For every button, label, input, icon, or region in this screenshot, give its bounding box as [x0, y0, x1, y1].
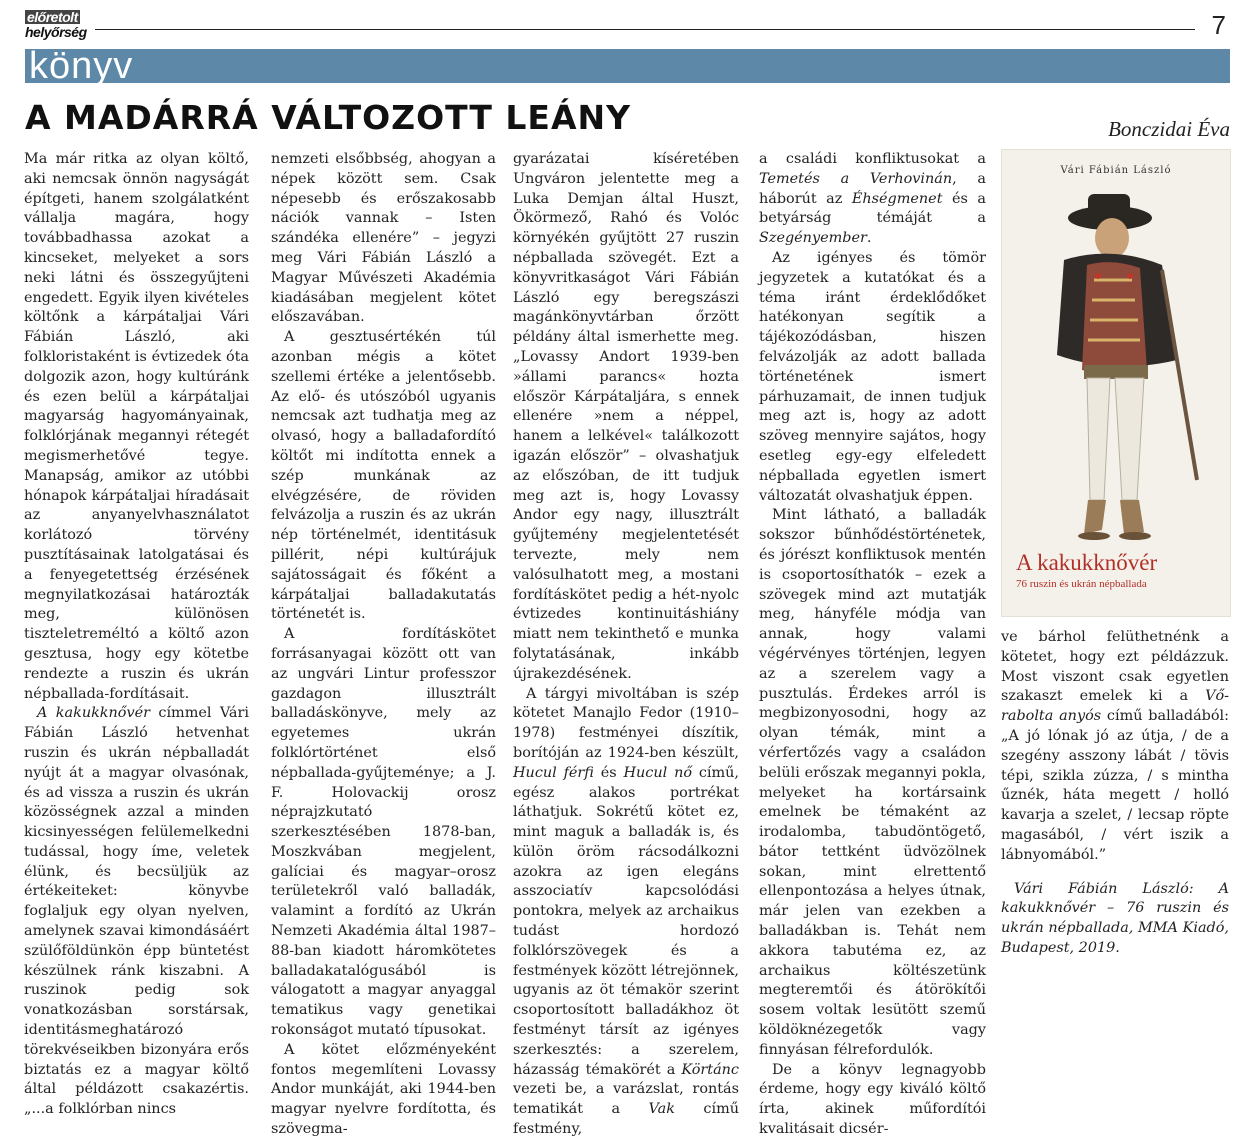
paragraph: [1001, 628, 1229, 866]
text-column-3: [513, 150, 739, 1140]
paragraph-text: és: [593, 764, 624, 781]
paragraph-text: című, egész alakos portrékat láthatjuk. Sokrétű kötet ez, mint maguk a balladák is, és külön öröm rácsodálkozni azokra az igen elegáns asszociatív kapcsolódási pontokra, melyek az archaikus tudást hordozó folklórszövegek és a festmények között létrejönnek, ugyanis az öt témakör szerint csoportosított balladákhoz öt festményt társít az igényes szerkesztés: a szerelem, házasság témakörét a: [513, 764, 739, 1078]
paragraph-text: című festmény,: [513, 1101, 739, 1138]
paragraph: Az igényes és tömör jegyzetek a kutatókat és a téma iránt érdeklődőket hatékonyan segítik a tájékozódásban, hiszen felvázolják az adott ballada történetének ismert párhuzamait, de innen tudjuk meg azt is, hogy az adott szöveg mennyire sajátos, hogy esetleg egy-egy elfeledett népballada egyetlen ismert változatát olvashatjuk éppen.: [759, 249, 986, 504]
painting-title: Temetés a Verhovinán: [759, 170, 953, 187]
section-label: könyv: [29, 45, 134, 87]
paragraph: A kötet előzményeként fontos megemlíteni Lovassy Andor munkáját, aki 1944-ben magyar nyelvre fordította, és szövegma-: [271, 1041, 496, 1138]
article-author: Bonczidai Éva: [1108, 117, 1230, 141]
paragraph: A fordításkötet forrásanyagai között ott van az ungvári Lintur professzor gazdagon illusztrált balladáskönyve, mely az egyetemes ukrán folklórtörténet első népballada-gyűjteménye; a J. F. Holovackij orosz néprajzkutató szerkesztésében 1878-ban, Moszkvában megjelent, galíciai és magyar–orosz területekről való balladák, valamint a fordító az Ukrán Nemzeti Akadémia által 1987–88-ban kiadott háromkötetes balladakatalógusából is válogatott a magyar anyaggal tematikus vagy genetikai rokonságot mutató típusokat.: [271, 626, 496, 1039]
painting-title: Körtánc: [681, 1061, 739, 1078]
painting-title: Vak: [648, 1101, 675, 1118]
paragraph-text: vezeti be, a varázslat, rontás tematikát a: [513, 1081, 739, 1118]
section-bar: [25, 45, 1230, 87]
cover-subtitle: 76 ruszin és ukrán népballada: [1016, 578, 1147, 590]
text-column-2: [271, 150, 496, 1140]
book-cover-image: [1001, 149, 1231, 617]
paragraph-text: A tárgyi mivoltában is szép kötetet Manajlo Fedor (1910–1978) festményei díszítik, borítóján az 1924-ben készült,: [513, 685, 739, 761]
ballad-title: Vő-rabolta anyós: [1001, 688, 1229, 725]
paragraph-text: ve bárhol felüthetnénk a kötetet, hogy ezt példázzuk. Most viszont csak egyetlen szakaszt emelek ki a: [1001, 629, 1229, 705]
paragraph-text: címmel Vári Fábián László hetvenhat ruszin és ukrán népballadát nyújt át a magyar olvasónak, és ad vissza a ruszin és ukrán közösségnek azzal a minden kicsinyességen felülemelkedni tudással, hogy íme, veletek élünk, és becsüljük az értékeiteket: könyvbe foglaljuk egy olyan nyelven, amelynek szavai kimondásáért szülőföldünkön épp büntetést készülnek ránk kiszabni. A ruszinok pedig sok vonatkozásban sorstársak, identitásmeghatározó törekvéseikben bizonyára erős biztatás ez a magyar költő által példázott csakazértis. „...a folklórban nincs: [24, 705, 249, 1118]
text-column-4: [759, 150, 986, 1140]
masthead-line1: előretolt: [27, 9, 78, 25]
paragraph: Ma már ritka az olyan költő, aki nemcsak önnön nagyságát építgeti, hanem szolgálatként vállalja magára, hogy továbbadhassa azokat a kincseket, melyeket a sors neki látni és összegyűjteni engedett. Egyik ilyen kivételes költőnk a kárpátaljai Vári Fábián László, aki folkloristaként is évtizedek óta dolgozik azon, hogy kultúránk és ezen belül a kárpátaljai magyarság hagyományainak, folklórjának megannyi rétegét megismerhetővé tegye. Manapság, amikor az utóbbi hónapok kárpátaljai híradásait az anyanyelvhasználatot korlátozó törvény pusztításainak latolgatásai és a fenyegetettség érzésének megnyilatkozásai határozták meg, különösen tiszteletreméltó a költő azon gesztusa, hogy egy kötetbe rendezte a ruszin és ukrán népballada-fordításait.: [24, 151, 249, 702]
paragraph: Mint látható, a balladák sokszor bűnhődéstörténetek, és jórészt konfliktusok mentén is csoportosíthatók – ezek a szövegek mind azt mutatják meg, hányféle módja van annak, hogy valami végérvényes történjen, legyen az a szerelem vagy a pusztulás. Érdekes arról is megbizonyosodni, hogy az olyan témák, mint a vérfertőzés vagy a családon belüli erőszak megannyi pokla, melyeket ha kortársaink emelnek be témaként az irodalomba, tabudöntögető, bátor tettként üdvözölnek sokan, mint elrettentő ellenpontozása a helyes útnak, már jelen van ezekben a balladákban is. Tehát nem akkora tabutéma ez, az archaikus költészetünk megteremtői és átörökítői sosem voltak lesütött szemű köldöknézegetők vagy finnyásan félrefordulók.: [759, 507, 986, 1058]
masthead-logo: [25, 10, 87, 39]
book-details-caption: Vári Fábián László: A kakukknővér – 76 ruszin és ukrán népballada, MMA Kiadó, Budapest, 2019.: [1001, 880, 1229, 956]
paragraph: [24, 704, 249, 1120]
paragraph-text: című balladából: „A jó lónak jó az útja, / de a szegény asszony lábát / tövis tépi, szikla zúzza, / s mintha űznék, háta megett / holló kavarja a szelet, / lecsap röpte magasából, / vért iszik a lábnyomából.”: [1001, 708, 1229, 863]
header-rule: [95, 29, 1195, 30]
painting-title: Hucul férfi: [513, 764, 594, 781]
text-column-1: [24, 150, 249, 1120]
painting-title: Hucul nő: [623, 764, 692, 781]
cover-illustration: [1002, 150, 1230, 616]
painting-title: Szegényember: [759, 230, 867, 247]
paragraph: nemzeti elsőbbség, ahogyan a népek között sem. Csak népesebb és erőszakosabb nációk vannak – Isten szándéka ellenére” – jegyzi meg Vári Fábián László a Magyar Művészeti Akadémia kiadásában megjelent kötet előszavában.: [271, 151, 496, 326]
cover-title: A kakukknővér: [1016, 550, 1158, 575]
paragraph: De a könyv legnagyobb érdeme, hogy egy kiváló költő írta, akinek műfordítói kvalitásait dicsér-: [759, 1061, 986, 1138]
paragraph: gyarázatai kíséretében Ungváron jelentette meg a Luka Demjan által Huszt, Ökörmező, Rahó és Volóc környékén gyűjtött 27 ruszin népballada szövegét. Ezt a könyvritkaságot Vári Fábián László egy beregszászi magánkönyvtárban őrzött példány által ismerhette meg. „Lovassy Andort 1939-ben »állami parancs« hozta először Kárpátaljára, s ennek ellenére »nem a néppel, hanem a lelkével« találkozott igazán először” – olvashatjuk az előszóban, de itt tudjuk meg azt is, hogy Lovassy Andor egy nagy, illusztrált gyűjtemény megjelentetését tervezte, mely nem valósulhatott meg, a mostani fordításkötet pedig a hét-nyolc évtizedes kontinuitáshiány miatt nem tekinthető e munka folytatásának, inkább újrakezdésének.: [513, 151, 739, 682]
paragraph-text: és a betyárság témáját a: [759, 190, 986, 227]
text-column-5: [1001, 628, 1229, 959]
painting-title: Éhségmenet: [851, 190, 943, 207]
paragraph-text: , a háborút az: [759, 170, 986, 207]
paragraph: [513, 685, 739, 1140]
paragraph: [759, 150, 986, 249]
masthead-line2: helyőrség: [25, 24, 87, 40]
book-title-emphasis: A kakukknővér: [37, 705, 150, 722]
page-number: 7: [1211, 10, 1226, 40]
article-title: A MADÁRRÁ VÁLTOZOTT LEÁNY: [25, 98, 632, 137]
paragraph: A gesztusértékén túl azonban mégis a kötet szellemi értéke a jelentősebb. Az elő- és utószóból ugyanis nemcsak azt tudhatja meg az olvasó, hogy a balladafordító költőt mi indította ennek a szép munkának az elvégzésére, de röviden felvázolja a ruszin és az ukrán nép történelmét, identitásuk pillérit, népi kultúrájuk sajátosságait és főként a kárpátaljai balladakutatás történetét is.: [271, 329, 496, 623]
paragraph-text: .: [866, 230, 872, 247]
paragraph-text: a családi konfliktusokat a: [759, 151, 986, 167]
cover-author: Vári Fábián László: [1060, 165, 1172, 176]
